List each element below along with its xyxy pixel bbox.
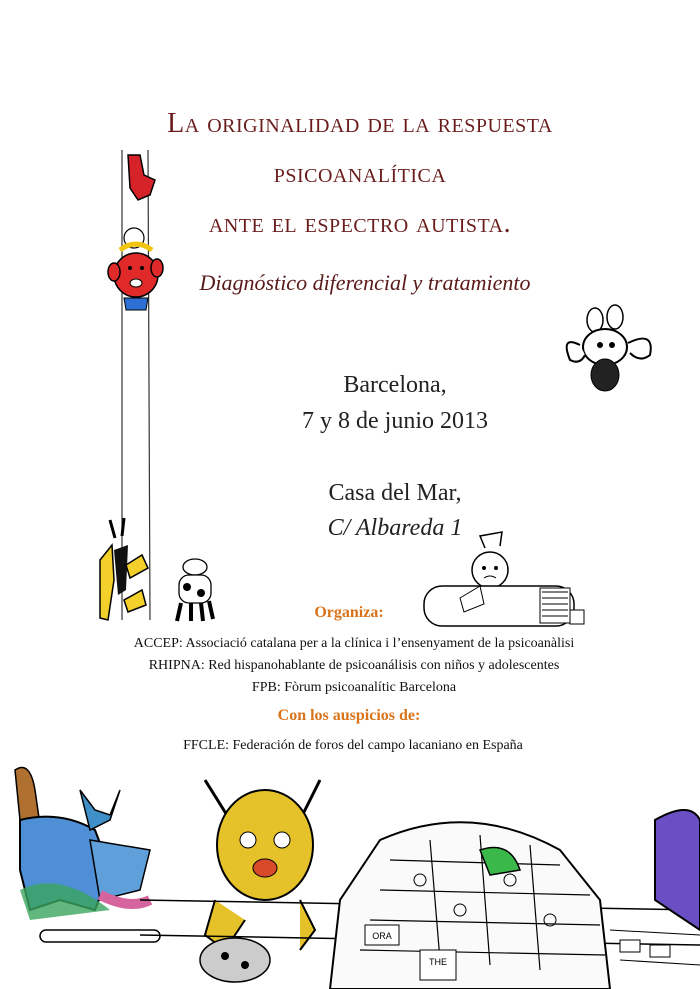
bathtub-figure-illustration bbox=[420, 528, 590, 638]
auspicios-item-ffcle: FFCLE: Federación de foros del campo lacaniano en España bbox=[183, 738, 523, 753]
title-line-1: La originalidad de la respuesta bbox=[167, 108, 553, 139]
address: C/ Albareda 1 bbox=[327, 515, 463, 541]
title-line-3: ante el espectro autista. bbox=[208, 208, 512, 239]
venue: Casa del Mar, bbox=[328, 480, 462, 506]
winged-creature-illustration bbox=[560, 305, 660, 400]
subtitle: Diagnóstico diferencial y tratamiento bbox=[199, 270, 531, 295]
event-dates: 7 y 8 de junio 2013 bbox=[302, 408, 488, 434]
organiza-item-fpb: FPB: Fòrum psicoanalític Barcelona bbox=[251, 680, 457, 695]
bottom-illustration-band bbox=[0, 760, 700, 989]
organiza-item-rhipna: RHIPNA: Red hispanohablante de psicoanálisis con niños y adolescentes bbox=[148, 658, 560, 673]
organiza-label: Organiza: bbox=[314, 604, 384, 621]
title-line-2: psicoanalítica bbox=[273, 158, 447, 189]
organiza-item-accep: ACCEP: Associació catalana per a la clínica i l’ensenyament de la psicoanàlisi bbox=[133, 636, 575, 651]
city: Barcelona, bbox=[343, 372, 447, 398]
spotted-dog-illustration bbox=[165, 555, 225, 625]
vehicle-label-the: THE bbox=[429, 957, 447, 967]
pole-figure-illustration bbox=[100, 150, 170, 630]
auspicios-label: Con los auspicios de: bbox=[277, 707, 421, 724]
vehicle-label-ora: ORA bbox=[372, 931, 392, 941]
